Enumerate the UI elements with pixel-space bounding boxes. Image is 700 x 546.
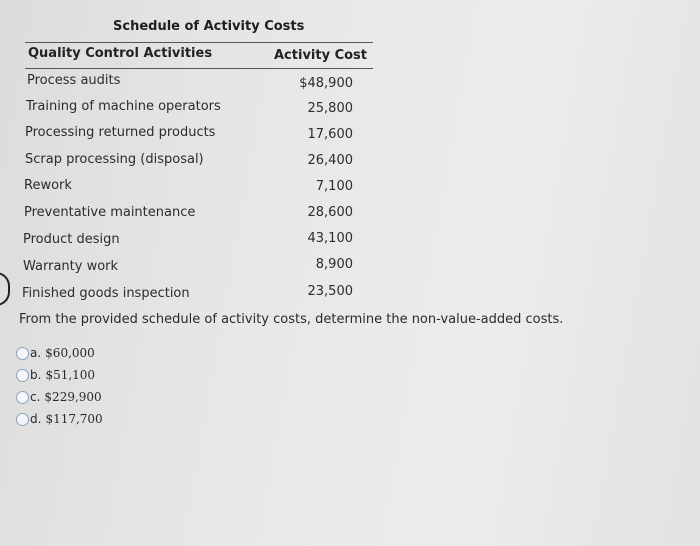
- row-label: Scrap processing (disposal): [25, 152, 204, 167]
- option-letter: a.: [30, 346, 42, 360]
- row-label: Training of machine operators: [26, 99, 221, 114]
- row-value: 28,600: [307, 205, 353, 220]
- row-value: $48,900: [299, 76, 353, 91]
- row-label: Preventative maintenance: [24, 205, 196, 220]
- row-value: 25,800: [307, 101, 353, 116]
- row-value: 26,400: [307, 153, 353, 168]
- radio-c[interactable]: [16, 391, 29, 404]
- header-rule: [25, 68, 373, 69]
- selection-bracket: [0, 272, 10, 306]
- option-letter: d.: [30, 412, 42, 426]
- option-d[interactable]: [16, 412, 103, 426]
- row-value: 17,600: [307, 127, 353, 142]
- option-text: $117,700: [45, 412, 103, 426]
- schedule-title: Schedule of Activity Costs: [113, 19, 305, 34]
- header-cost: Activity Cost: [274, 48, 368, 63]
- header-activities: Quality Control Activities: [28, 46, 213, 61]
- option-text: $229,900: [44, 390, 102, 404]
- row-value: 8,900: [315, 257, 353, 272]
- row-label: Processing returned products: [25, 125, 216, 140]
- option-c[interactable]: [16, 390, 102, 404]
- radio-a[interactable]: [16, 347, 29, 360]
- row-label: Warranty work: [23, 259, 119, 274]
- question-text: From the provided schedule of activity costs, determine the non-value-added costs.: [19, 312, 564, 327]
- row-value: 43,100: [307, 231, 353, 246]
- option-letter: c.: [30, 390, 41, 404]
- radio-b[interactable]: [16, 369, 29, 382]
- row-value: 7,100: [315, 179, 353, 194]
- option-b[interactable]: [16, 368, 95, 382]
- radio-d[interactable]: [16, 413, 29, 426]
- row-value: 23,500: [307, 284, 353, 299]
- row-label: Product design: [23, 232, 120, 247]
- option-a[interactable]: [16, 346, 95, 360]
- row-label: Process audits: [27, 73, 121, 88]
- row-label: Finished goods inspection: [22, 286, 190, 301]
- row-label: Rework: [24, 178, 72, 193]
- option-text: $51,100: [45, 368, 96, 382]
- top-rule: [25, 42, 373, 43]
- option-text: $60,000: [45, 346, 95, 360]
- option-letter: b.: [30, 368, 42, 382]
